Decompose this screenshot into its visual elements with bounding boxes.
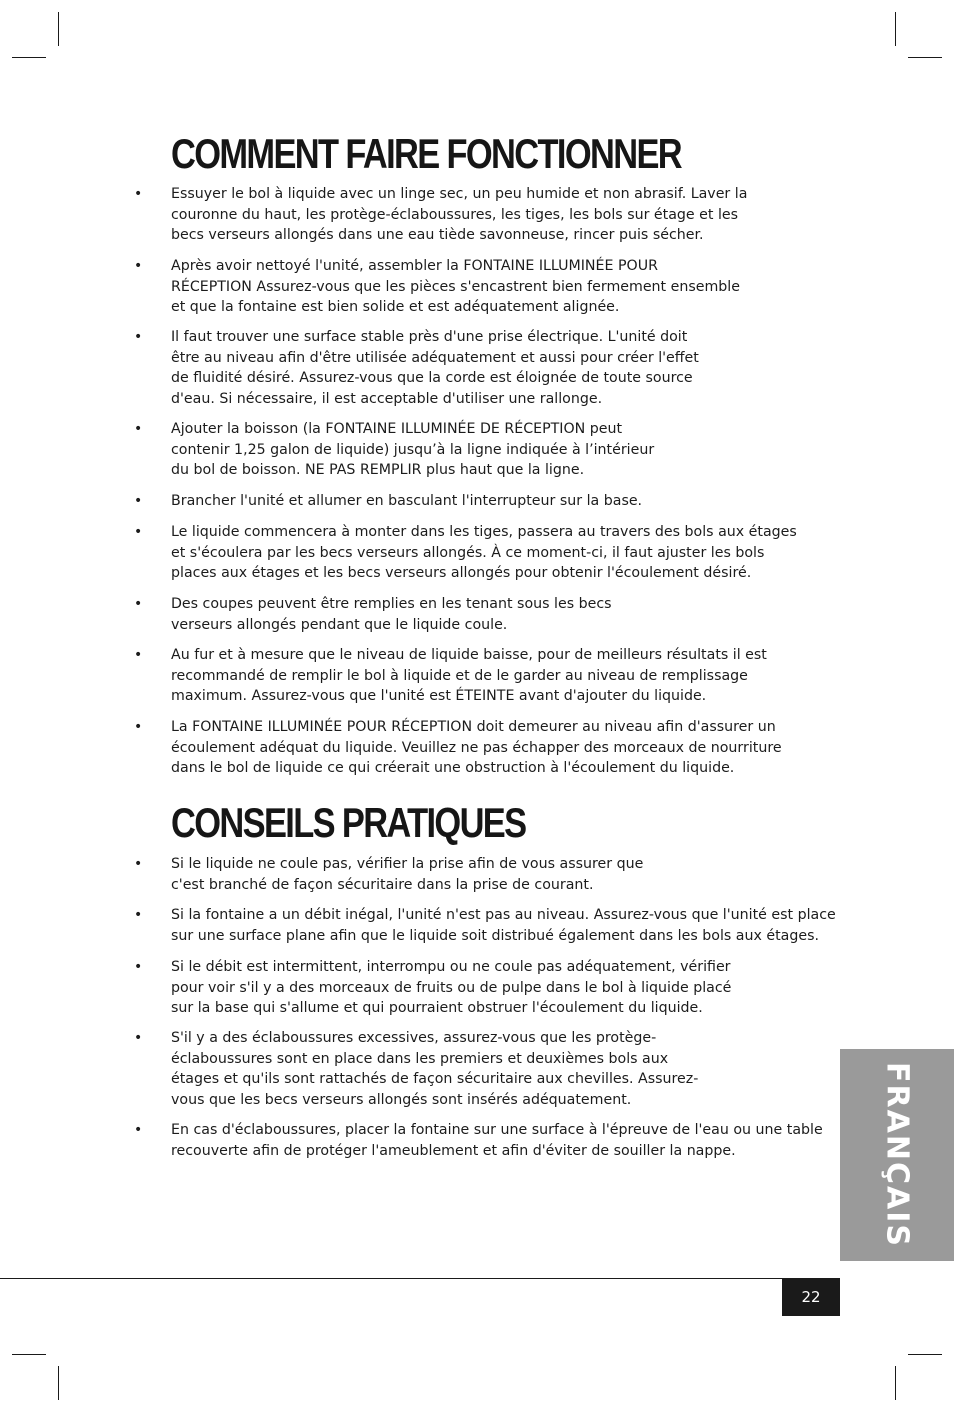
list-item-line: du bol de boisson. NE PAS REMPLIR plus haut que la ligne. xyxy=(171,462,585,478)
list-item-line: étages et qu'ils sont rattachés de façon sécuritaire aux chevilles. Assurez- xyxy=(171,1071,699,1087)
page-number: 22 xyxy=(782,1278,840,1316)
list-item-line: écoulement adéquat du liquide. Veuillez ne pas échapper des morceaux de nourriture xyxy=(171,739,782,756)
list-item xyxy=(134,1028,821,1110)
footer-rule xyxy=(0,1278,840,1279)
bullet: • xyxy=(134,907,143,923)
bullet: • xyxy=(134,1030,143,1046)
crop-mark xyxy=(58,1366,59,1400)
bullet: • xyxy=(134,856,143,872)
list-item-line: vous que les becs verseurs allongés sont insérés adéquatement. xyxy=(171,1091,632,1108)
list-item-line: éclaboussures sont en place dans les premiers et deuxièmes bols aux xyxy=(171,1050,669,1067)
list-item-line: Des coupes peuvent être remplies en les tenant sous les becs xyxy=(171,596,612,612)
list-item-line: et s'écoulera par les becs verseurs allongés. À ce moment-ci, il faut ajuster les bols xyxy=(171,544,765,561)
list-item-line: Ajouter la boisson (la FONTAINE ILLUMINÉE DE RÉCEPTION peut xyxy=(171,421,623,437)
list-item-line: dans le bol de liquide ce qui créerait une obstruction à l'écoulement du liquide. xyxy=(171,760,735,776)
bullet: • xyxy=(134,719,143,735)
list-item-line: Si la fontaine a un débit inégal, l'unité n'est pas au niveau. Assurez-vous que l'unité est place xyxy=(171,907,836,923)
crop-mark xyxy=(908,1354,942,1355)
list-item-line: être au niveau afin d'être utilisée adéquatement et aussi pour créer l'effet xyxy=(171,349,699,366)
list-item-line: La FONTAINE ILLUMINÉE POUR RÉCEPTION doit demeurer au niveau afin d'assurer un xyxy=(171,719,776,735)
list-item-line: Essuyer le bol à liquide avec un linge sec, un peu humide et non abrasif. Laver la xyxy=(171,186,748,202)
list-item-line: couronne du haut, les protège-éclaboussures, les tiges, les bols sur étage et les xyxy=(171,206,739,223)
list-item-line: Après avoir nettoyé l'unité, assembler la FONTAINE ILLUMINÉE POUR xyxy=(171,258,658,274)
list-item xyxy=(134,717,821,779)
bullet: • xyxy=(134,959,143,975)
language-tab xyxy=(840,1049,954,1261)
list-item-line: verseurs allongés pendant que le liquide coule. xyxy=(171,616,508,633)
crop-mark xyxy=(12,57,46,58)
list-item xyxy=(134,491,821,512)
bullet: • xyxy=(134,421,143,437)
crop-mark xyxy=(895,12,896,46)
bullet: • xyxy=(134,596,143,612)
list-item-line: Au fur et à mesure que le niveau de liquide baisse, pour de meilleurs résultats il est xyxy=(171,647,767,663)
list-item-line: contenir 1,25 galon de liquide) jusqu’à la ligne indiquée à l’intérieur xyxy=(171,441,655,458)
list-item xyxy=(134,184,821,246)
bullet: • xyxy=(134,524,143,540)
crop-mark xyxy=(895,1366,896,1400)
bullet: • xyxy=(134,329,143,345)
list-item xyxy=(134,419,821,481)
list-item-line: maximum. Assurez-vous que l'unité est ÉTEINTE avant d'ajouter du liquide. xyxy=(171,688,707,704)
list-item-line: Le liquide commencera à monter dans les tiges, passera au travers des bols aux étages xyxy=(171,524,797,540)
list-item-line: En cas d'éclaboussures, placer la fontaine sur une surface à l'épreuve de l'eau ou une table xyxy=(171,1122,823,1138)
bullet: • xyxy=(134,258,143,274)
list-item-line: Si le débit est intermittent, interrompu ou ne coule pas adéquatement, vérifier xyxy=(171,959,731,975)
list-item xyxy=(134,256,821,318)
list-item xyxy=(134,1120,823,1161)
crop-mark xyxy=(58,12,59,46)
list-item-line: recommandé de remplir le bol à liquide et de le garder au niveau de remplissage xyxy=(171,667,748,684)
bullet: • xyxy=(134,186,143,202)
list-item-line: pour voir s'il y a des morceaux de fruits ou de pulpe dans le bol à liquide placé xyxy=(171,979,732,996)
list-item xyxy=(134,854,821,895)
bullet: • xyxy=(134,647,143,663)
bullet: • xyxy=(134,1122,143,1138)
list-item-line: et que la fontaine est bien solide et est adéquatement alignée. xyxy=(171,299,620,315)
list-item-line: Brancher l'unité et allumer en basculant l'interrupteur sur la base. xyxy=(171,493,643,509)
list-item xyxy=(134,905,836,946)
list-item xyxy=(134,645,821,707)
language-tab-label: FRANÇAIS xyxy=(879,1062,915,1248)
bullet: • xyxy=(134,493,143,509)
list-item xyxy=(134,594,821,635)
list-item-line: sur une surface plane afin que le liquide soit distribué également dans les bols aux étages. xyxy=(171,927,819,944)
list-item-line: places aux étages et les becs verseurs allongés pour obtenir l'écoulement désiré. xyxy=(171,565,752,581)
list-item-line: d'eau. Si nécessaire, il est acceptable d'utiliser une rallonge. xyxy=(171,390,603,407)
list-item-line: Il faut trouver une surface stable près d'une prise électrique. L'unité doit xyxy=(171,329,688,345)
crop-mark xyxy=(12,1354,46,1355)
list-item-line: becs verseurs allongés dans une eau tiède savonneuse, rincer puis sécher. xyxy=(171,227,704,243)
crop-mark xyxy=(908,57,942,58)
list-item xyxy=(134,957,821,1019)
list-item-line: sur la base qui s'allume et qui pourraient obstruer l'écoulement du liquide. xyxy=(171,1000,703,1016)
section-title-operation: COMMENT FAIRE FONCTIONNER xyxy=(171,130,682,177)
list-item-line: c'est branché de façon sécuritaire dans la prise de courant. xyxy=(171,876,594,893)
list-item xyxy=(134,522,821,584)
list-item-line: de fluidité désiré. Assurez-vous que la corde est éloignée de toute source xyxy=(171,370,693,386)
section-title-tips: CONSEILS PRATIQUES xyxy=(171,799,526,846)
list-item-line: Si le liquide ne coule pas, vérifier la prise afin de vous assurer que xyxy=(171,856,644,872)
list-item-line: S'il y a des éclaboussures excessives, assurez-vous que les protège- xyxy=(171,1030,657,1046)
list-item-line: RÉCEPTION Assurez-vous que les pièces s'encastrent bien fermement ensemble xyxy=(171,278,740,295)
list-item-line: recouverte afin de protéger l'ameublement et afin d'éviter de souiller la nappe. xyxy=(171,1142,736,1159)
list-item xyxy=(134,327,821,409)
